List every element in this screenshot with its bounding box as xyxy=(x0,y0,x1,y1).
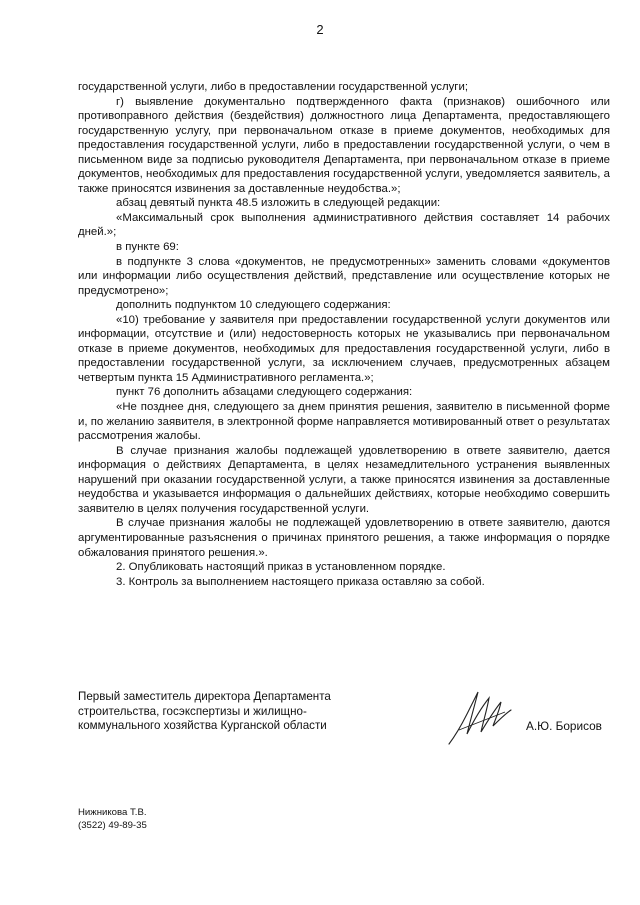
document-body xyxy=(78,80,610,589)
paragraph: г) выявление документально подтвержденного факта (признаков) ошибочного или противоправного действия (бездействия) должностного лица Департамента, предоставляющего государственную услугу, при первоначальном отказе в приеме документов, необходимых для предоставления государственной услуги, либо в предоставлении государственной услуги, о чем в письменном виде за подписью руководителя Департамента, при первоначальном отказе в приеме документов, необходимых для предоставления государственной услуги, уведомляется заявитель, а также приносятся извинения за доставленные неудобства.»; xyxy=(78,95,610,195)
executor-phone: (3522) 49-89-35 xyxy=(78,820,147,831)
handwritten-signature xyxy=(445,686,515,750)
paragraph: абзац девятый пункта 48.5 изложить в следующей редакции: xyxy=(116,197,441,210)
paragraph: «Не позднее дня, следующего за днем принятия решения, заявителю в письменной форме и, по желанию заявителя, в электронной форме направляется мотивированный ответ о результатах рассмотрения жалобы. xyxy=(78,401,610,443)
paragraph: В случае признания жалобы не подлежащей удовлетворению в ответе заявителю, даются аргументированные разъяснения о причинах принятого решения, а также информация о порядке обжалования принятого решения.». xyxy=(78,517,610,559)
paragraph: «10) требование у заявителя при предоставлении государственной услуги документов или информации, отсутствие и (или) недостоверность которых не указывались при первоначальном отказе в приеме документов, необходимых для предоставления государственной услуги, либо в предоставлении государственной услуги, за исключением случаев, предусмотренных абзацем четвертым пункта 15 Административного регламента.»; xyxy=(78,313,610,384)
signatory-position-line: строительства, госэкспертизы и жилищно- xyxy=(78,704,307,718)
paragraph: пункт 76 дополнить абзацами следующего содержания: xyxy=(116,386,413,399)
paragraph: в пункте 69: xyxy=(116,241,179,254)
paragraph: дополнить подпунктом 10 следующего содержания: xyxy=(116,299,391,312)
executor-info xyxy=(78,806,147,832)
signatory-position xyxy=(78,690,378,734)
page-number: 2 xyxy=(316,22,324,37)
signatory-position-line: Первый заместитель директора Департамента xyxy=(78,690,331,703)
paragraph: в подпункте 3 слова «документов, не предусмотренных» заменить словами «документов или информации либо осуществления действий, представление или осуществление которых не предусмотрено»; xyxy=(78,255,610,297)
signatory-name: А.Ю. Борисов xyxy=(526,719,602,733)
paragraph: «Максимальный срок выполнения административного действия составляет 14 рабочих дней.»; xyxy=(78,211,610,239)
paragraph: государственной услуги, либо в предоставлении государственной услуги; xyxy=(78,81,468,93)
paragraph: 3. Контроль за выполнением настоящего приказа оставляю за собой. xyxy=(116,575,485,588)
signatory-position-line: коммунального хозяйства Курганской области xyxy=(78,719,327,732)
paragraph: В случае признания жалобы подлежащей удовлетворению в ответе заявителю, дается информация о действиях Департамента, в целях незамедлительного устранения выявленных нарушений при оказании государственной услуги, а также приносятся извинения за доставленные неудобства и указывается информация о дальнейших действиях, которые необходимо совершить заявителю в целях получения государственной услуги. xyxy=(78,444,610,515)
paragraph: 2. Опубликовать настоящий приказ в установленном порядке. xyxy=(116,561,446,574)
executor-name: Нижникова Т.В. xyxy=(78,807,147,818)
